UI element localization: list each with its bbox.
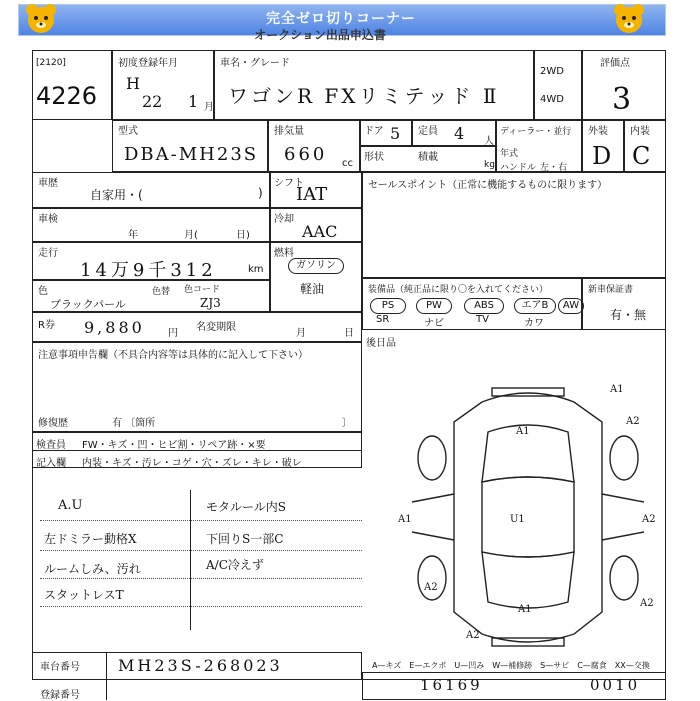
entry-legend-text: 内装・キズ・汚レ・コゲ・穴・ズレ・キレ・破レ xyxy=(82,458,302,469)
shift-label: シフト xyxy=(274,178,304,189)
inspector-legend-text: FW・キズ・凹・ヒビ割・リペア跡・×要 xyxy=(82,440,266,451)
repair-history-value: 有 〔箇所 xyxy=(112,418,156,429)
score-value: 3 xyxy=(612,82,632,117)
inspector-note: ルームしみ、汚れ xyxy=(44,562,141,576)
use-value: 自家用・( xyxy=(90,188,143,202)
use-close: ) xyxy=(258,186,263,200)
bear-mascot-icon xyxy=(24,2,58,36)
type-label: 型式 xyxy=(118,126,138,137)
dealer-label: ディーラー・並行 xyxy=(500,127,572,137)
notes-column-divider xyxy=(190,490,191,630)
inspector-note: 下回りS一部C xyxy=(206,532,284,546)
damage-mark: A2 xyxy=(626,416,640,427)
doors-label: ドア xyxy=(364,126,384,137)
fuel-label: 燃料 xyxy=(274,248,294,259)
sheet-title: オークション出品申込書 xyxy=(254,28,386,42)
lot-number: 4226 xyxy=(36,82,98,110)
displacement-value: 660 xyxy=(284,144,328,165)
chassis-divider xyxy=(106,652,107,700)
equipment-airbag: エアB xyxy=(514,298,556,314)
mileage-unit: km xyxy=(248,264,264,275)
inspection-month: 月( xyxy=(184,230,198,241)
use-label: 車歴 xyxy=(38,178,58,189)
color-code-label: 色コード xyxy=(184,285,221,295)
damage-code-legend: A—キズ E—エクボ U—凹み W—補修跡 S—サビ C—腐食 XX—交換 xyxy=(372,661,650,670)
inspector-note: スタットレスT xyxy=(44,588,124,602)
equipment-sr: SR xyxy=(376,314,390,325)
damage-mark: A1 xyxy=(516,426,530,437)
inspector-label: 検査員 xyxy=(36,440,66,451)
inspector-note: A/C冷えず xyxy=(206,558,264,572)
sales-point-label: セールスポイント（正常に機能するものに限ります） xyxy=(368,180,608,191)
load-unit: kg xyxy=(484,160,495,170)
rear-items-label: 後日品 xyxy=(366,338,396,349)
damage-mark: A1 xyxy=(518,604,532,615)
interior-label: 内装 xyxy=(630,126,650,137)
notes-label: 注意事項申告欄（不具合内容等は具体的に記入して下さい） xyxy=(38,350,308,361)
chassis-label: 車台番号 xyxy=(40,662,80,673)
damage-mark: A1 xyxy=(398,514,412,525)
damage-mark: A1 xyxy=(610,384,624,395)
score-label: 評価点 xyxy=(600,58,630,69)
fuel-diesel: 軽油 xyxy=(300,282,325,296)
shape-label: 形状 xyxy=(364,152,384,163)
repair-history-close: 〕 xyxy=(342,418,352,429)
registration-number-label: 登録番号 xyxy=(40,690,80,701)
load-label: 積載 xyxy=(418,152,438,163)
chassis-value: MH23S-268023 xyxy=(118,656,283,675)
equipment-abs: ABS xyxy=(464,298,504,314)
model-value: ワゴンR FXリミテッド Ⅱ xyxy=(228,84,500,108)
seats-label: 定員 xyxy=(418,126,438,137)
drive-cell xyxy=(534,50,582,120)
recycle-label: R券 xyxy=(38,320,55,331)
registration-year: 22 xyxy=(142,92,163,111)
color-code: ZJ3 xyxy=(200,296,221,310)
inspection-year: 年 xyxy=(128,230,138,241)
equipment-kawa: カワ xyxy=(524,318,544,329)
displacement-unit: cc xyxy=(342,158,353,169)
model-label: 車名・グレード xyxy=(220,58,290,69)
exterior-label: 外装 xyxy=(588,126,608,137)
cooling-label: 冷却 xyxy=(274,214,294,225)
damage-mark: A2 xyxy=(466,630,480,641)
registration-month-unit: 月 xyxy=(204,102,214,113)
four-wd: 4WD xyxy=(540,94,564,105)
equipment-label: 装備品（純正品に限り〇を入れてください） xyxy=(368,285,549,295)
bottom-number-1: 16169 xyxy=(420,676,483,694)
fuel-gasoline: ガソリン xyxy=(288,258,344,274)
registration-label: 初度登録年月 xyxy=(118,58,178,69)
registration-era: H xyxy=(126,74,140,93)
bottom-number-2: 0010 xyxy=(590,676,641,694)
registration-month: 1 xyxy=(188,92,199,111)
damage-mark: A2 xyxy=(642,514,656,525)
color-label: 色 xyxy=(38,286,48,297)
damage-mark: U1 xyxy=(510,514,525,525)
equipment-pw: PW xyxy=(416,298,452,314)
cooling-value: AAC xyxy=(302,222,338,241)
handle-options: 左・右 xyxy=(540,163,568,173)
notes-rule xyxy=(40,520,362,521)
bear-mascot-icon xyxy=(612,2,646,36)
equipment-ps: PS xyxy=(370,298,406,314)
notes-rule xyxy=(40,578,362,579)
displacement-label: 排気量 xyxy=(274,126,304,137)
doors-value: 5 xyxy=(390,124,401,143)
two-wd: 2WD xyxy=(540,66,564,77)
inspection-label: 車検 xyxy=(38,214,58,225)
seats-value: 4 xyxy=(454,124,465,143)
mileage-value: 14万9千312 xyxy=(80,260,217,281)
type-value: DBA-MH23S xyxy=(124,144,259,165)
inspection-day: 日) xyxy=(236,230,250,241)
damage-mark: A2 xyxy=(424,582,438,593)
year-type-label: 年式 xyxy=(500,149,519,159)
repair-history-label: 修復歴 xyxy=(38,418,68,429)
recycle-unit: 円 xyxy=(168,328,178,339)
inspection-row xyxy=(32,208,270,242)
handle-label: ハンドル xyxy=(500,163,537,173)
mileage-label: 走行 xyxy=(38,248,58,259)
banner-title: 完全ゼロ切りコーナー xyxy=(266,11,416,27)
name-change-day: 日 xyxy=(344,328,354,339)
shift-value: IAT xyxy=(296,184,328,205)
equipment-aw: AW xyxy=(558,298,584,314)
warranty-value: 有・無 xyxy=(610,308,647,322)
recycle-value: 9,880 xyxy=(84,318,145,337)
name-change-label: 名変期限 xyxy=(196,322,236,333)
name-change-month: 月 xyxy=(296,328,306,339)
inspector-note: 左ドミラー動格X xyxy=(44,532,137,546)
equipment-navi: ナビ xyxy=(424,318,444,329)
entry-label: 記入欄 xyxy=(36,458,66,469)
exterior-grade: D xyxy=(592,142,612,170)
seats-unit: 人 xyxy=(484,136,494,147)
inspector-note: A.U xyxy=(58,498,83,513)
notes-rule xyxy=(40,550,362,551)
inspector-note: モタルール内S xyxy=(206,500,286,514)
color-change-label: 色替 xyxy=(152,287,171,297)
warranty-label: 新車保証書 xyxy=(588,285,634,295)
notes-rule xyxy=(40,606,362,607)
lot-code: [2120] xyxy=(36,58,66,68)
color-value: ブラックパール xyxy=(50,298,126,311)
equipment-tv: TV xyxy=(476,314,489,325)
interior-grade: C xyxy=(632,142,651,170)
damage-mark: A2 xyxy=(640,598,654,609)
use-row xyxy=(32,172,270,208)
